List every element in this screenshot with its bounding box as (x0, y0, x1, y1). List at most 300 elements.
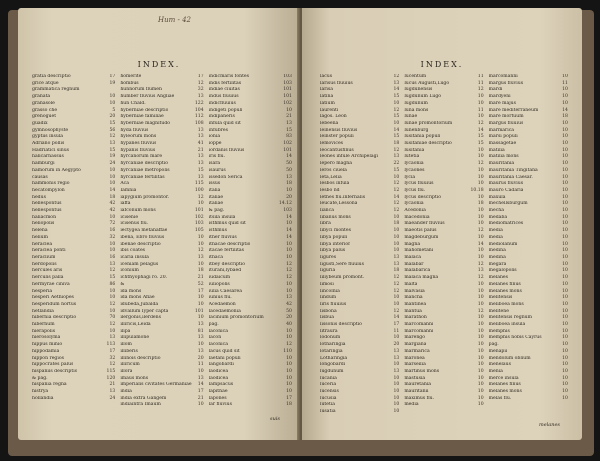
index-entry (120, 255, 203, 262)
index-entry (320, 335, 399, 342)
index-term: ionia (208, 134, 221, 140)
index-term: langobardi (208, 362, 234, 368)
index-entry (209, 309, 292, 316)
index-page-number: 12 (393, 275, 400, 281)
index-entry (32, 228, 115, 235)
index-entry (489, 215, 568, 222)
index-term: melanes (488, 275, 508, 281)
index-entry (404, 289, 483, 296)
index-page-number: 10 (562, 382, 568, 388)
index-term: ithaca (208, 254, 223, 260)
index-page-number: 10 (562, 241, 568, 247)
index-page-number: 21 (197, 395, 204, 401)
index-term: larisus fluuius (320, 80, 353, 86)
index-entry (489, 248, 568, 255)
index-entry (120, 268, 203, 275)
index-entry (404, 268, 483, 275)
index-page-number: 12 (286, 261, 292, 267)
index-entry (120, 342, 203, 349)
index-page-number: 17 (197, 389, 204, 395)
index-term: Aca (120, 181, 129, 187)
index-entry (120, 335, 203, 342)
index-entry (209, 108, 292, 115)
index-term: melas flu. (488, 395, 512, 401)
index-entry (489, 309, 568, 316)
index-page-number: 32 (197, 87, 204, 93)
index-term: lycus flu. (404, 187, 426, 193)
index-page-number: 10 (109, 174, 116, 180)
index-page-number: 10 (562, 167, 568, 173)
index-entry (489, 389, 568, 396)
index-term: leta,Lelia (320, 174, 342, 180)
index-page-number: 101 (194, 308, 204, 314)
index-term: grenoguet (32, 114, 57, 120)
index-entry (404, 322, 483, 329)
index-term: Lotharingia (320, 355, 348, 361)
index-entry (32, 121, 115, 128)
index-term: hierapolis (32, 328, 56, 334)
index-page-number: 10 (562, 248, 568, 254)
index-entry (404, 242, 483, 249)
index-page-number: 13 (197, 254, 204, 260)
index-page-number: 10 (477, 174, 484, 180)
index-entry (209, 168, 292, 175)
index-term: limosi (320, 281, 334, 287)
index-entry (120, 389, 203, 396)
index-entry (404, 81, 483, 88)
index-entry (489, 81, 568, 88)
index-page-number: 10 (109, 241, 116, 247)
index-term: idubeda,Jubalda (120, 301, 159, 307)
index-page-number: 10 (477, 154, 484, 160)
index-entry (320, 356, 399, 363)
index-term: laodicea (208, 375, 229, 381)
index-page-number: 18 (109, 194, 116, 200)
index-page-number: 10 (393, 295, 400, 301)
index-term: hamburgi (32, 161, 55, 167)
index-page-number: 72 (109, 221, 116, 227)
index-page-number: 19 (109, 80, 116, 86)
index-term: mare mediterraneum (488, 107, 539, 113)
index-page-number: 13 (197, 94, 204, 100)
index-page-number: 10 (562, 201, 568, 207)
index-page-number: 10 (197, 315, 204, 321)
index-entry (32, 208, 115, 215)
index-term: margus fluuius (488, 120, 524, 126)
index-page-number: 10 (562, 335, 568, 341)
index-term: & pag. (208, 208, 225, 214)
index-term: isthmus quid sit (208, 221, 246, 227)
index-term: ither fluvius (208, 234, 237, 240)
index-page-number: 10 (477, 221, 484, 227)
index-term: hetlandia (32, 308, 54, 314)
index-entry (320, 349, 399, 356)
index-entry (32, 181, 115, 188)
index-term: megalopolis (488, 268, 517, 274)
index-term: malaca (404, 254, 421, 260)
index-entry (120, 94, 203, 101)
index-page-number: 10 (286, 281, 292, 287)
index-page-number: 13 (197, 154, 204, 160)
index-term: liguria (320, 268, 336, 274)
index-page-number: 24 (109, 161, 116, 167)
index-term: ichthyophagi ro. 20. (120, 275, 168, 281)
index-page-number: 11 (393, 328, 400, 334)
index-term: memphis (488, 328, 510, 334)
index-term: mastusia (404, 375, 426, 381)
index-page-number: 10 (393, 402, 400, 408)
index-term: laurenti (320, 107, 339, 113)
index-term: lycus descriptio (404, 194, 442, 200)
index-page-number: 13 (393, 254, 400, 260)
index-term: iconium (120, 268, 139, 274)
index-term: lotharingia (320, 342, 346, 348)
index-entry (404, 195, 483, 202)
index-column (404, 74, 483, 430)
index-page-number: 13 (197, 174, 204, 180)
index-page-number: 42 (109, 201, 116, 207)
index-entry (120, 275, 203, 282)
index-term: malvasia (404, 288, 425, 294)
index-entry (32, 396, 115, 403)
right-page-header: INDEX. (420, 60, 464, 69)
index-entry (120, 141, 203, 148)
index-page-number: 10 (477, 375, 484, 381)
index-term: latina (320, 94, 334, 100)
index-entry (489, 289, 568, 296)
index-term: iceniam pelagus (120, 261, 159, 267)
index-page-number: 10 (197, 201, 204, 207)
index-page-number: 10 (562, 315, 568, 321)
index-page-number: 10 (477, 234, 484, 240)
index-page-number: 15 (393, 94, 400, 100)
index-page-number: 18 (393, 221, 400, 227)
index-entry (320, 295, 399, 302)
index-page-number: 20 (286, 194, 292, 200)
index-page-number: 12 (393, 147, 400, 153)
index-page-number: 10 (109, 214, 116, 220)
index-entry (489, 141, 568, 148)
index-term: hyrcaniae metropolis (120, 167, 170, 173)
index-entry (489, 148, 568, 155)
index-term: melitensis (488, 295, 513, 301)
index-term: ligures (320, 254, 337, 260)
index-term: leocantusfinus (320, 147, 354, 153)
index-entry (489, 242, 568, 249)
index-term: hellespontus (32, 201, 62, 207)
index-entry (32, 289, 115, 296)
index-term: maeotis palus (404, 228, 437, 234)
index-term: issedon Serica (208, 174, 243, 180)
index-page-number: 10 (286, 389, 292, 395)
index-page-number: 10 (109, 248, 116, 254)
index-entry (209, 94, 292, 101)
index-page-number: 10 (562, 389, 568, 395)
index-term: libya populi (320, 234, 348, 240)
index-term: italiae (208, 201, 224, 207)
index-page-number: 101 (283, 94, 292, 100)
index-entry (320, 382, 399, 389)
index-page-number: 10 (562, 288, 568, 294)
index-page-number: 18 (286, 402, 292, 408)
index-term: maurus fluvius (488, 181, 524, 187)
index-page-number: 50 (286, 161, 292, 167)
index-page-number: 15 (109, 275, 116, 281)
index-page-number: 21 (109, 382, 116, 388)
index-entry (489, 108, 568, 115)
index-page-number: 32 (109, 355, 116, 361)
index-entry (489, 188, 568, 195)
index-term: mauro Cadaria (488, 187, 524, 193)
index-term: melitensis regnum (488, 315, 532, 321)
left-catchword: suis (270, 416, 280, 422)
index-page-number: 14 (393, 87, 400, 93)
index-term: hammonis regio (32, 181, 70, 187)
index-page-number: 10 (477, 395, 484, 401)
index-page-number: 10 (562, 275, 568, 281)
index-term: lunae (404, 114, 418, 120)
index-page-number: 15 (197, 167, 204, 173)
index-entry (32, 268, 115, 275)
index-page-number: 16 (109, 228, 116, 234)
index-term: lisbua (320, 315, 334, 321)
index-page-number: 10 (562, 100, 568, 106)
index-term: menelaus (488, 362, 511, 368)
index-page-number: 14 (109, 187, 116, 193)
index-term: hyberniae descriptio (120, 107, 169, 113)
index-page-number: 10 (562, 268, 568, 274)
index-page-number: 10 (393, 100, 400, 106)
index-term: iris flu. (208, 154, 226, 160)
index-term: libya interior (320, 241, 351, 247)
index-page-number: 10 (562, 141, 568, 147)
index-page-number: 10 (477, 322, 484, 328)
index-term: mauretania (404, 382, 432, 388)
index-entry (209, 295, 292, 302)
index-entry (320, 289, 399, 296)
index-entry (209, 275, 292, 282)
index-page-number: 10 (393, 174, 400, 180)
index-entry (209, 148, 292, 155)
index-term: libyci montes (320, 228, 351, 234)
index-entry (209, 228, 292, 235)
index-page-number: 12 (477, 308, 484, 314)
index-term: haliacmon (32, 214, 57, 220)
index-term: isaurus (208, 167, 226, 173)
index-entry (32, 248, 115, 255)
index-term: hyda fluvius (120, 127, 149, 133)
index-page-number: 10 (477, 368, 484, 374)
index-page-number: 10 (477, 355, 484, 361)
index-term: icisenie (120, 214, 139, 220)
index-entry (489, 208, 568, 215)
index-term: iudaicum (208, 275, 231, 281)
index-page-number: 10 (286, 362, 292, 368)
index-term: heraclium (32, 254, 56, 260)
index-term: marcomanni (488, 74, 518, 79)
index-entry (489, 255, 568, 262)
index-entry (120, 402, 203, 409)
index-entry (404, 121, 483, 128)
index-entry (489, 396, 568, 403)
index-entry (320, 409, 399, 416)
index-entry (320, 262, 399, 269)
index-term: mauritanii (404, 389, 429, 395)
index-term: marathon (404, 315, 427, 321)
index-entry (320, 275, 399, 282)
index-term: lucentum (404, 74, 427, 79)
index-term: grice atque (32, 80, 59, 86)
index-page-number: 21 (197, 147, 204, 153)
index-page-number: 10 (477, 301, 484, 307)
index-page-number: 10 (562, 161, 568, 167)
index-page-number: 13 (393, 368, 400, 374)
index-page-number: 15 (393, 134, 400, 140)
index-page-number: 10 (197, 368, 204, 374)
index-page-number: 10 (393, 375, 400, 381)
index-page-number: 13 (109, 389, 116, 395)
index-page-number: 113 (106, 342, 116, 348)
index-page-number: 13 (197, 161, 204, 167)
index-page-number: 15 (477, 141, 484, 147)
index-page-number: 13 (197, 127, 204, 133)
index-term: martinus mons (404, 368, 440, 374)
index-term: melanes mons (488, 288, 522, 294)
index-term: laconica (208, 328, 228, 334)
index-term: imperialis civitates Germaniae (120, 382, 192, 388)
index-term: icaria insula (120, 254, 149, 260)
index-page-number: 10 (286, 368, 292, 374)
index-term: litraura (320, 328, 338, 334)
index-term: gymnosophyste (32, 127, 69, 133)
index-entry (209, 81, 292, 88)
index-term: lycus fluuius (404, 181, 434, 187)
index-entry (320, 248, 399, 255)
index-page-number: 19 (109, 154, 116, 160)
index-entry (120, 195, 203, 202)
index-page-number: 12 (286, 268, 292, 274)
index-term: macedonia (404, 214, 430, 220)
index-entry (320, 201, 399, 208)
index-term: massagetae (488, 141, 517, 147)
index-entry (209, 255, 292, 262)
index-page-number: 13 (477, 268, 484, 274)
index-term: heraclea ponti (32, 248, 66, 254)
index-term: iunius flu. (208, 295, 232, 301)
index-entry (404, 309, 483, 316)
index-term: mantua (404, 308, 422, 314)
index-page-number: 16 (109, 254, 116, 260)
index-term: mardyeni (488, 94, 511, 100)
index-page-number: 10 (562, 301, 568, 307)
index-term: lincolnia (320, 288, 340, 294)
index-entry (209, 315, 292, 322)
index-entry (32, 81, 115, 88)
index-page-number: 24 (109, 395, 116, 401)
index-page-number: 15 (109, 147, 116, 153)
index-entry (209, 349, 292, 356)
index-term: histrya (32, 389, 49, 395)
index-term: lusitania populi (404, 134, 441, 140)
index-entry (320, 302, 399, 309)
index-page-number: 115 (106, 368, 116, 374)
index-entry (209, 87, 292, 94)
index-entry (489, 228, 568, 235)
index-entry (209, 134, 292, 141)
index-page-number: 14 (286, 234, 292, 240)
index-term: lugdunensis (404, 87, 433, 93)
index-entry (120, 215, 203, 222)
index-page-number: 13 (393, 154, 400, 160)
index-term: medaba (488, 214, 508, 220)
index-page-number: 12 (393, 187, 400, 193)
index-page-number: 108 (194, 120, 204, 126)
index-term: leones infule Archipelagi (320, 154, 378, 160)
index-page-number: 10 (562, 254, 568, 260)
index-page-number: 13 (286, 295, 292, 301)
index-term: marseilia (404, 362, 426, 368)
index-term: libya palus (320, 248, 346, 254)
index-term: matilia mons (488, 154, 519, 160)
index-page-number: 10 (477, 335, 484, 341)
index-entry (404, 141, 483, 148)
index-term: lethes flu.infernalis (320, 194, 366, 200)
index-entry (209, 268, 292, 275)
index-term: laodicea (208, 368, 229, 374)
index-page-number: 100 (194, 187, 204, 193)
index-page-number: 5 (112, 107, 116, 113)
index-page-number: 18 (286, 181, 292, 187)
index-term: lycaonia (404, 161, 424, 167)
index-entry (320, 255, 399, 262)
index-entry (404, 235, 483, 242)
index-term: indiae ciuitas (208, 87, 240, 93)
index-entry (489, 87, 568, 94)
index-entry (32, 134, 115, 141)
index-entry (209, 322, 292, 329)
index-entry (404, 114, 483, 121)
index-term: hippodamia (32, 348, 60, 354)
index-term: lunae promontorium (404, 120, 453, 126)
index-entry (489, 262, 568, 269)
index-term: hyrcaniae descriptio (120, 161, 169, 167)
index-term: indigeti populi (208, 107, 243, 113)
index-term: halicarnassus (32, 154, 64, 160)
index-term: illiberis (120, 348, 138, 354)
index-page-number: 10 (393, 362, 400, 368)
index-page-number: 102 (283, 100, 292, 106)
index-term: & (120, 281, 125, 287)
index-page-number: 18 (393, 268, 400, 274)
index-entry (32, 141, 115, 148)
index-entry (120, 221, 203, 228)
index-term: hollandia (32, 395, 54, 401)
index-entry (32, 114, 115, 121)
index-page-number: 13 (197, 375, 204, 381)
index-page-number: 86 (109, 281, 116, 287)
index-term: lisbona (320, 308, 337, 314)
index-entry (32, 221, 115, 228)
index-term: maxula (488, 194, 506, 200)
index-term: mendolum oblium (488, 355, 531, 361)
index-page-number: 12 (197, 194, 204, 200)
index-entry (32, 382, 115, 389)
index-page-number: 122 (194, 100, 204, 106)
index-page-number: 104 (194, 107, 204, 113)
index-page-number: 20 (393, 342, 400, 348)
index-page-number: 10 (562, 228, 568, 234)
index-entry (489, 121, 568, 128)
